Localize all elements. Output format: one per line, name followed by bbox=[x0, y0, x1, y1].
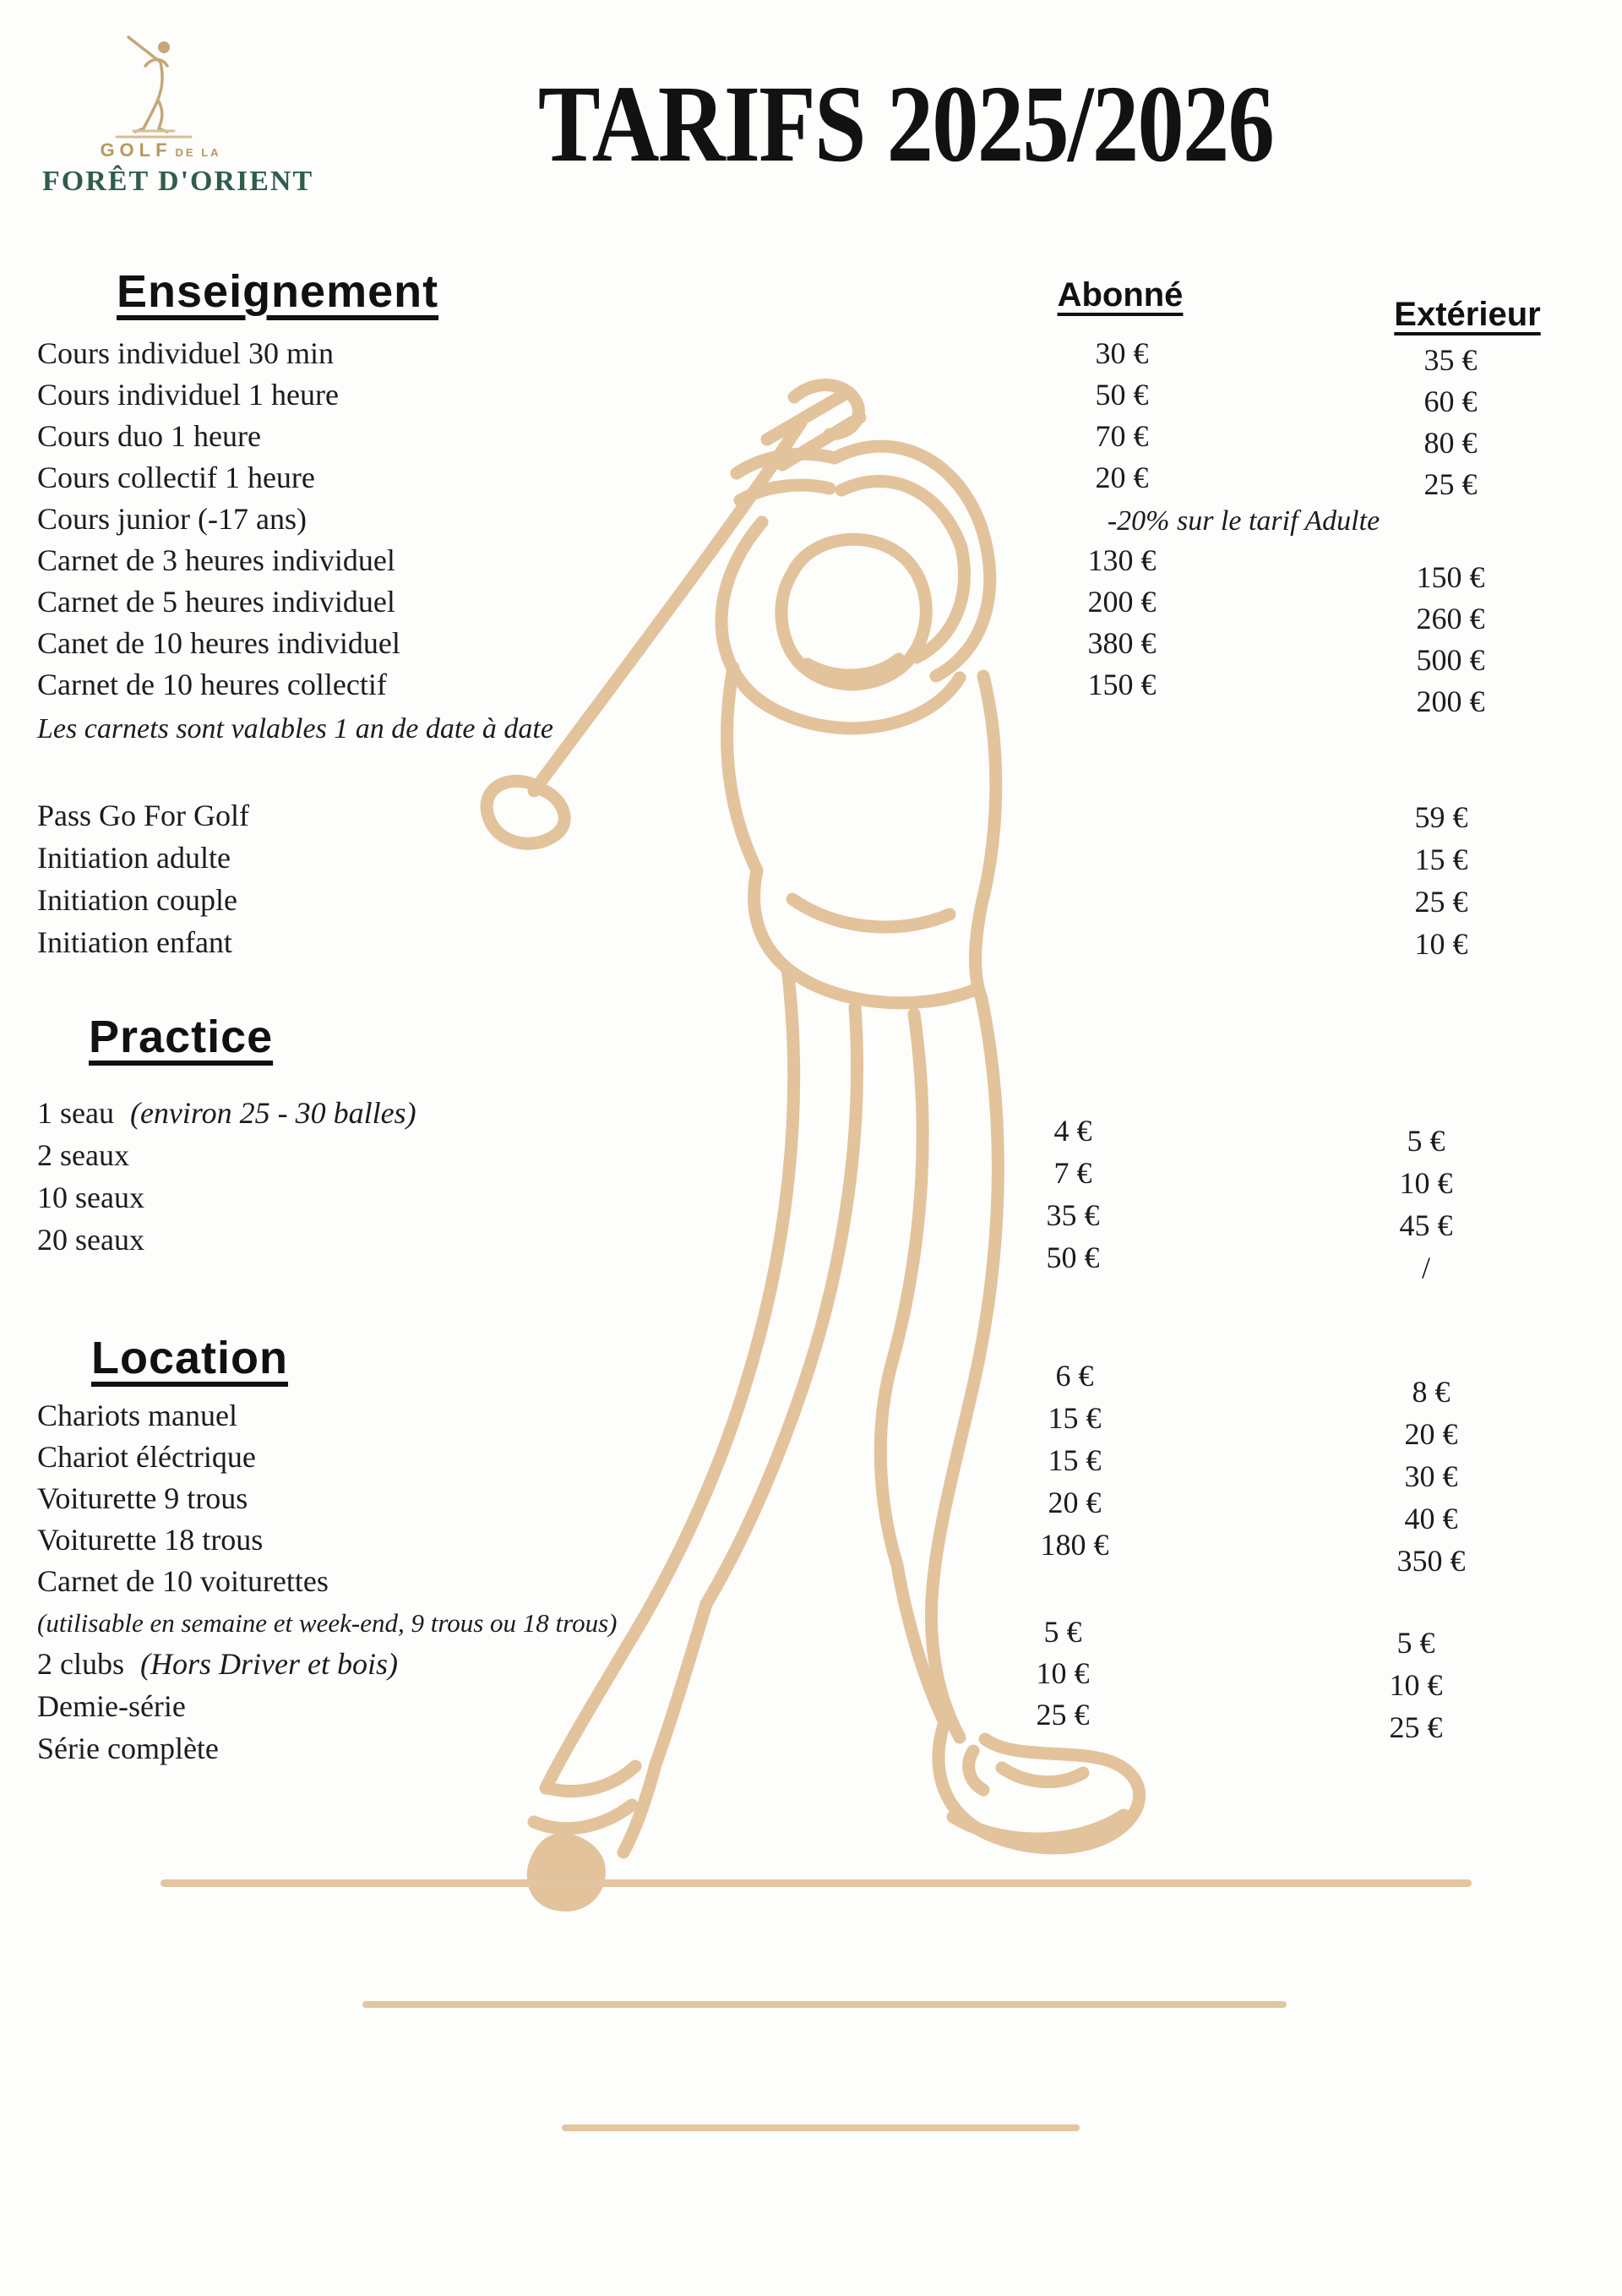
price-value: 25 € bbox=[1389, 1710, 1443, 1744]
shoe-toe-blob bbox=[527, 1833, 606, 1912]
price-value: 200 € bbox=[1087, 585, 1157, 619]
row-label: Chariots manuel bbox=[37, 1399, 237, 1432]
column-header-exterieur: Extérieur bbox=[1394, 296, 1541, 333]
price-value: 30 € bbox=[1404, 1459, 1458, 1493]
location-labels bbox=[37, 1395, 329, 1602]
logo-golf-text: GOLF bbox=[100, 139, 172, 161]
row-label: Chariot éléctrique bbox=[37, 1440, 256, 1474]
price-value: 40 € bbox=[1404, 1502, 1458, 1535]
price-value: 15 € bbox=[1048, 1401, 1102, 1435]
price-value: 45 € bbox=[1399, 1208, 1453, 1242]
price-value: 25 € bbox=[1414, 885, 1468, 919]
price-value: 130 € bbox=[1087, 543, 1157, 577]
price-value: 10 € bbox=[1036, 1656, 1090, 1690]
section-header-location: Location bbox=[91, 1333, 288, 1383]
row-label: Voiturette 9 trous bbox=[37, 1481, 248, 1515]
practice-abonne-prices bbox=[1022, 1110, 1124, 1279]
price-value: 80 € bbox=[1423, 426, 1478, 460]
section-header-practice: Practice bbox=[89, 1012, 274, 1062]
price-value: 20 € bbox=[1404, 1417, 1458, 1451]
row-label: 10 seaux bbox=[37, 1181, 144, 1214]
row-label: Voiturette 18 trous bbox=[37, 1523, 264, 1557]
row-label: Initiation adulte bbox=[37, 841, 231, 875]
enseignement-footnote: Les carnets sont valables 1 an de date à date bbox=[37, 713, 553, 744]
row-label: Cours individuel 1 heure bbox=[37, 378, 339, 412]
price-value: 70 € bbox=[1095, 419, 1149, 453]
price-value: 30 € bbox=[1095, 336, 1149, 370]
price-value: 10 € bbox=[1389, 1668, 1443, 1702]
logo-dela-text: DE LA bbox=[175, 146, 221, 159]
price-value: 35 € bbox=[1046, 1198, 1100, 1232]
price-value: 5 € bbox=[1396, 1626, 1435, 1660]
price-value: 4 € bbox=[1053, 1114, 1092, 1148]
row-label: Carnet de 3 heures individuel bbox=[37, 543, 395, 577]
enseignement-exterieur-prices bbox=[1374, 340, 1527, 505]
club-head bbox=[487, 781, 564, 843]
row-label: Carnet de 10 heures collectif bbox=[37, 668, 387, 701]
row-label: 2 clubs bbox=[37, 1647, 124, 1681]
divider-line-2 bbox=[562, 2124, 1080, 2131]
price-value: 5 € bbox=[1407, 1124, 1445, 1158]
price-value: 150 € bbox=[1087, 668, 1157, 701]
price-value: 10 € bbox=[1399, 1166, 1453, 1200]
price-value: 350 € bbox=[1396, 1544, 1466, 1578]
price-value: 150 € bbox=[1416, 560, 1485, 594]
price-value: 59 € bbox=[1414, 800, 1468, 834]
page-title: TARIFS 2025/2026 bbox=[537, 63, 1274, 185]
price-value: 500 € bbox=[1416, 643, 1485, 677]
price-value: 6 € bbox=[1055, 1359, 1094, 1393]
section-header-enseignement: Enseignement bbox=[117, 266, 439, 317]
row-label: 20 seaux bbox=[37, 1223, 144, 1257]
price-value: 20 € bbox=[1095, 461, 1149, 494]
row-label: Carnet de 5 heures individuel bbox=[37, 585, 395, 619]
enseignement-abonne-prices-2 bbox=[1048, 540, 1196, 706]
price-value: 50 € bbox=[1046, 1241, 1100, 1274]
price-value: 25 € bbox=[1423, 467, 1478, 501]
row-label: Cours junior (-17 ans) bbox=[37, 502, 307, 536]
row-label: Initiation couple bbox=[37, 883, 237, 917]
location-abonne-prices-2 bbox=[1012, 1612, 1113, 1736]
price-value: 20 € bbox=[1048, 1486, 1102, 1519]
row-label: 1 seau bbox=[37, 1096, 114, 1130]
price-value: 8 € bbox=[1412, 1375, 1451, 1409]
price-value: 180 € bbox=[1040, 1528, 1109, 1562]
row-label: Pass Go For Golf bbox=[37, 799, 250, 832]
logo-wordmark-line2: FORÊT D'ORIENT bbox=[42, 166, 314, 197]
row-label-note: (Hors Driver et bois) bbox=[140, 1647, 398, 1681]
enseignement-abonne-prices bbox=[1048, 333, 1196, 499]
price-value: / bbox=[1421, 1251, 1430, 1284]
price-value: 15 € bbox=[1414, 843, 1468, 876]
logo-wordmark-line1 bbox=[84, 139, 237, 161]
row-label: Carnet de 10 voiturettes bbox=[37, 1564, 329, 1598]
row-label: Cours individuel 30 min bbox=[37, 336, 334, 370]
logo-golfer-icon bbox=[115, 34, 196, 140]
price-value: 50 € bbox=[1095, 378, 1149, 412]
enseignement-exterieur-prices-2 bbox=[1374, 557, 1527, 723]
row-label: Série complète bbox=[37, 1732, 219, 1765]
location-abonne-prices bbox=[1024, 1355, 1125, 1566]
price-value: 10 € bbox=[1414, 927, 1468, 961]
column-header-abonne: Abonné bbox=[1057, 276, 1184, 314]
price-value: 380 € bbox=[1087, 626, 1157, 660]
price-value: 5 € bbox=[1043, 1615, 1082, 1649]
price-value: 60 € bbox=[1423, 384, 1478, 418]
junior-discount-note: -20% sur le tarif Adulte bbox=[1107, 505, 1380, 537]
price-value: 260 € bbox=[1416, 602, 1485, 635]
row-label: Cours duo 1 heure bbox=[37, 419, 261, 453]
row-label: Demie-série bbox=[37, 1689, 186, 1723]
club-shaft bbox=[534, 423, 801, 791]
initiations-labels bbox=[37, 794, 249, 963]
price-value: 200 € bbox=[1416, 684, 1485, 718]
practice-exterieur-prices bbox=[1375, 1120, 1477, 1289]
row-label: Cours collectif 1 heure bbox=[37, 461, 315, 494]
row-label: Initiation enfant bbox=[37, 925, 232, 959]
divider-line-1 bbox=[362, 2001, 1287, 2008]
location-labels-2 bbox=[37, 1685, 219, 1770]
ground-line bbox=[161, 1879, 1472, 1887]
row-label: Canet de 10 heures individuel bbox=[37, 626, 400, 660]
price-value: 7 € bbox=[1053, 1156, 1092, 1190]
enseignement-labels bbox=[37, 333, 400, 706]
practice-row-1 bbox=[37, 1092, 416, 1134]
location-exterieur-prices-2 bbox=[1365, 1622, 1467, 1748]
price-value: 35 € bbox=[1423, 343, 1478, 377]
practice-labels bbox=[37, 1134, 144, 1261]
location-exterieur-prices bbox=[1380, 1371, 1482, 1582]
initiations-exterieur-prices bbox=[1365, 796, 1517, 965]
location-usage-note: (utilisable en semaine et week-end, 9 trous ou 18 trous) bbox=[37, 1608, 618, 1638]
location-clubs-row bbox=[37, 1644, 398, 1685]
row-label: 2 seaux bbox=[37, 1138, 129, 1172]
price-value: 25 € bbox=[1036, 1698, 1090, 1732]
price-value: 15 € bbox=[1048, 1443, 1102, 1477]
row-label-note: (environ 25 - 30 balles) bbox=[129, 1096, 416, 1130]
